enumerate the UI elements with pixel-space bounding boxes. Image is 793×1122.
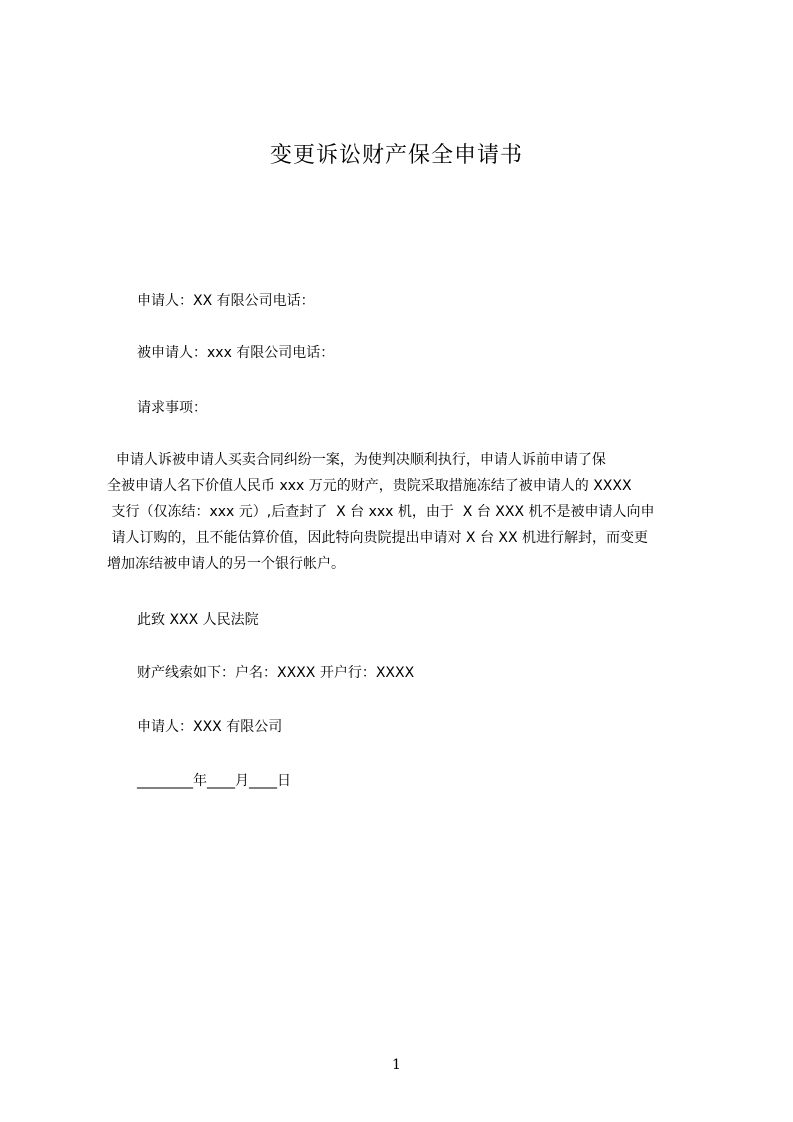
paragraph-line: 全被申请人名下价值人民币 xxx 万元的财产，贵院采取措施冻结了被申请人的 XXXX <box>107 478 632 494</box>
property-clues-line: 财产线索如下：户名：XXXX 开户行：XXXX <box>137 665 415 681</box>
court-addressee: 此致 XXX 人民法院 <box>137 612 259 628</box>
paragraph-line: 支行（仅冻结：xxx 元）,后查封了 X 台 xxx 机，由于 X 台 XXX 机不是被申请人向申 <box>107 504 655 520</box>
applicant-line: 申请人：XX 有限公司电话： <box>137 293 315 309</box>
signature-line: 申请人：XXX 有限公司 <box>137 719 283 735</box>
date-line: ________年____月____日 <box>137 773 291 789</box>
paragraph-line: 申请人诉被申请人买卖合同纠纷一案，为使判决顺利执行，申请人诉前申请了保 <box>107 452 606 468</box>
paragraph-line: 请人订购的，且不能估算价值，因此特向贵院提出申请对 X 台 XX 机进行解封，而变更 <box>107 530 649 546</box>
request-body-paragraph <box>107 447 699 577</box>
paragraph-line: 增加冻结被申请人的另一个银行帐户。 <box>107 556 345 572</box>
document-title: 变更诉讼财产保全申请书 <box>269 143 523 168</box>
request-heading: 请求事项： <box>137 400 207 416</box>
respondent-line: 被申请人：xxx 有限公司电话： <box>137 345 335 361</box>
page-number: 1 <box>392 1057 401 1073</box>
